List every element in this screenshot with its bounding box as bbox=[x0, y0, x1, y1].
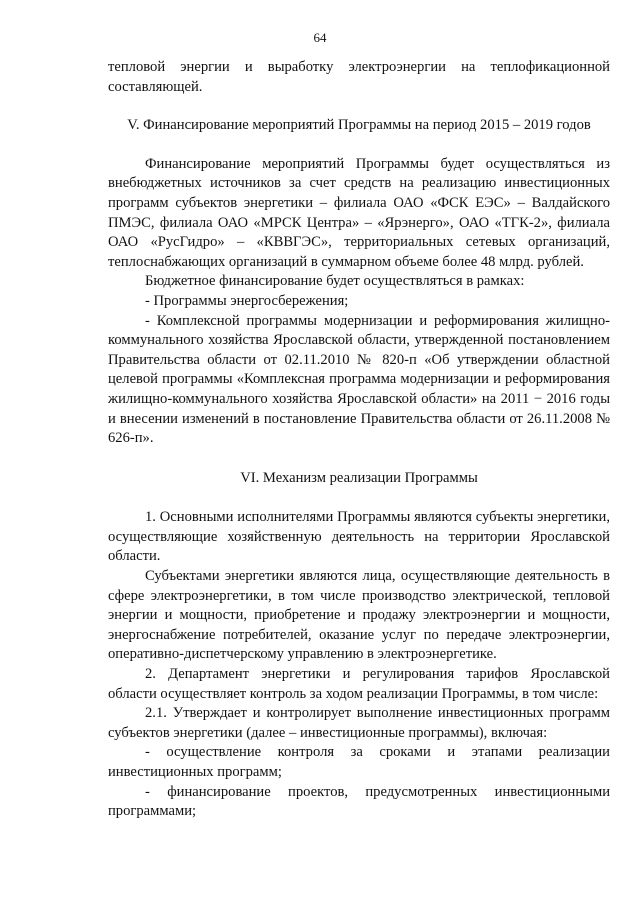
paragraph-executors: 1. Основными исполнителями Программы являются субъекты энергетики, осуществляющие хозяйственную деятельность на территории Ярославской области. bbox=[108, 509, 610, 565]
paragraph-item-2-1: 2.1. Утверждает и контролирует выполнение инвестиционных программ субъектов энергетики (далее – инвестиционные программы), включая: bbox=[108, 705, 610, 741]
list-item-control: - осуществление контроля за сроками и этапами реализации инвестиционных программ; bbox=[108, 744, 610, 780]
list-item-energy-saving: - Программы энергосбережения; bbox=[145, 292, 349, 309]
paragraph-financing: Финансирование мероприятий Программы будет осуществляться из внебюджетных источников за счет средств на реализацию инвестиционных программ субъектов энергетики – филиала ОАО «ФСК ЕЭС» – Валдайского ПМЭС, филиала ОАО «МРСК Центра» – «Ярэнерго», ОАО «ТГК-2», филиала ОАО «РусГидро» – «КВВГЭС», территориальных сетевых организаций, теплоснабжающих организаций в суммарном объеме более 48 млрд. рублей. bbox=[108, 155, 610, 270]
paragraph-department: 2. Департамент энергетики и регулирования тарифов Ярославской области осуществляет контроль за ходом реализации Программы, в том числе: bbox=[108, 666, 610, 702]
page-number: 64 bbox=[313, 30, 327, 45]
page-content bbox=[108, 58, 610, 822]
section-heading-v: V. Финансирование мероприятий Программы на период 2015 – 2019 годов bbox=[127, 117, 591, 134]
paragraph-energy-subjects: Субъектами энергетики являются лица, осуществляющие деятельность в сфере электроэнергетики, в том числе производство электрической, тепловой энергии и мощности, приобретение и продажу электроэнергии и мощности, энергоснабжение потребителей, оказание услуг по передаче электроэнергии, оперативно-диспетчерскому управлению в электроэнергетике. bbox=[108, 568, 610, 663]
paragraph-budget: Бюджетное финансирование будет осуществляться в рамках: bbox=[145, 273, 525, 290]
paragraph-continuation: тепловой энергии и выработку электроэнергии на теплофикационной составляющей. bbox=[108, 59, 610, 95]
list-item-housing-program: - Комплексной программы модернизации и реформирования жилищно-коммунального хозяйства Ярославской области, утвержденной постановлением Правительства области от 02.11.2010 № 820-п «Об утверждении областной целевой программы «Комплексная программа модернизации и реформирования жилищно-коммунального хозяйства Ярославской области» на 2011 − 2016 годы и внесении изменений в постановление Правительства области от 26.11.2008 № 626-п». bbox=[108, 312, 610, 447]
section-heading-vi: VI. Механизм реализации Программы bbox=[240, 469, 478, 486]
list-item-financing-projects: - финансирование проектов, предусмотренных инвестиционными программами; bbox=[108, 783, 610, 820]
